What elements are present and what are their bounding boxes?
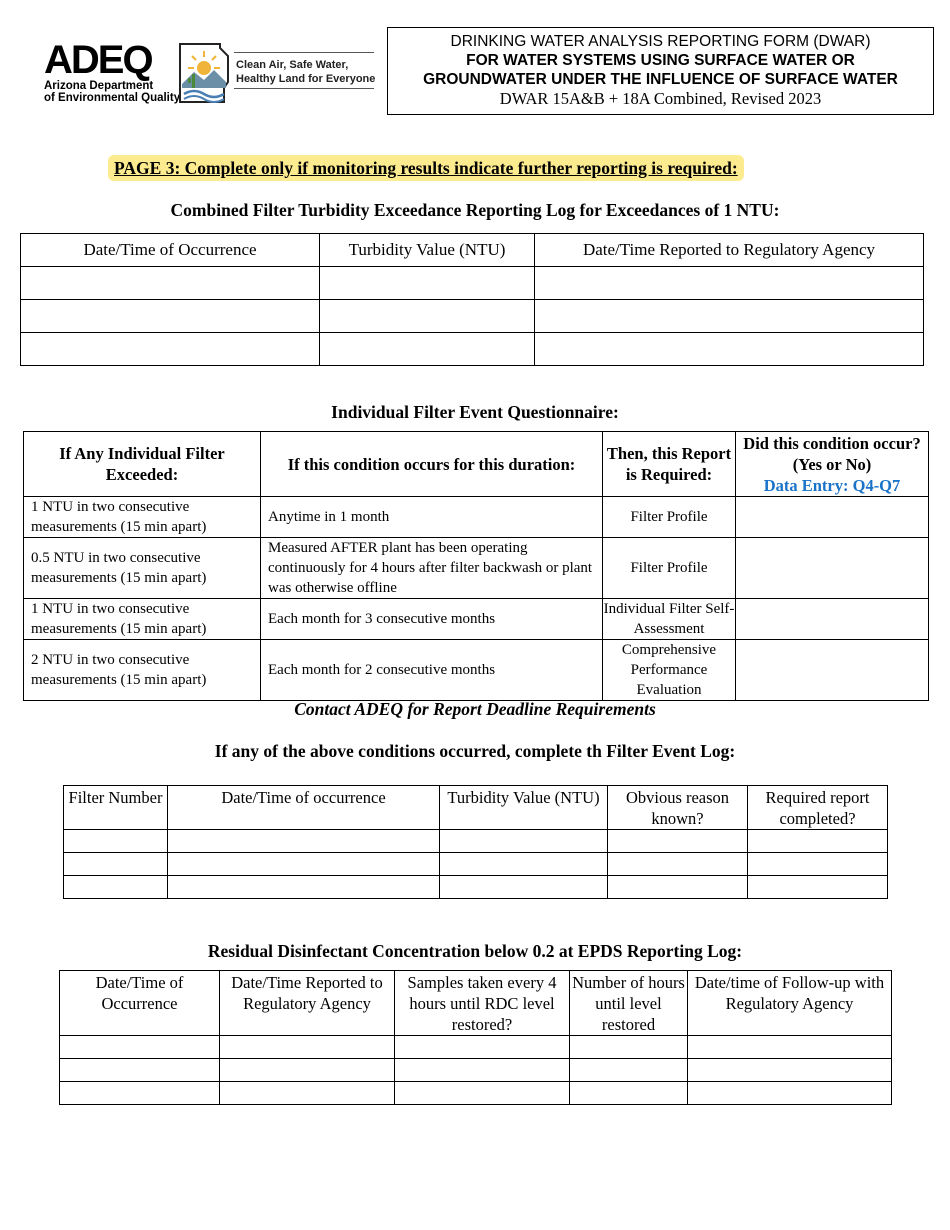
entry-cell[interactable]	[570, 1036, 688, 1059]
entry-cell[interactable]	[748, 853, 888, 876]
header-turbidity-value: Turbidity Value (NTU)	[440, 786, 608, 830]
yes-no-entry[interactable]	[736, 497, 929, 538]
header-date-time-occurrence: Date/Time of Occurrence	[21, 234, 320, 267]
entry-cell[interactable]	[608, 830, 748, 853]
table-row	[21, 333, 924, 366]
yes-no-entry[interactable]	[736, 640, 929, 701]
duration-cell: Each month for 3 consecutive months	[261, 599, 603, 640]
table-row	[24, 640, 929, 701]
data-entry-note: Data Entry: Q4-Q7	[763, 475, 901, 495]
entry-cell[interactable]	[320, 300, 535, 333]
entry-cell[interactable]	[688, 1082, 892, 1105]
entry-cell[interactable]	[168, 830, 440, 853]
entry-cell[interactable]	[21, 333, 320, 366]
entry-cell[interactable]	[748, 830, 888, 853]
questionnaire-title: Individual Filter Event Questionnaire:	[331, 402, 619, 422]
filter-event-log	[63, 785, 888, 899]
table-row	[60, 1059, 892, 1082]
logo-agency-name	[44, 80, 180, 104]
entry-cell[interactable]	[220, 1082, 395, 1105]
header-obvious-reason: Obvious reason known?	[608, 786, 748, 830]
entry-cell[interactable]	[535, 267, 924, 300]
entry-cell[interactable]	[440, 853, 608, 876]
table-row	[64, 853, 888, 876]
duration-cell: Each month for 2 consecutive months	[261, 640, 603, 701]
entry-cell[interactable]	[748, 876, 888, 899]
header-date-time-occurrence: Date/Time of Occurrence	[60, 971, 220, 1036]
deadline-note: Contact ADEQ for Report Deadline Requirements	[294, 699, 656, 719]
table-row	[24, 599, 929, 640]
header-individual-filter-exceeded: If Any Individual Filter Exceeded:	[24, 432, 261, 497]
page-instruction-text: PAGE 3: Complete only if monitoring results indicate further reporting is required:	[114, 158, 738, 178]
entry-cell[interactable]	[395, 1036, 570, 1059]
entry-cell[interactable]	[608, 876, 748, 899]
residual-disinfectant-log	[59, 970, 892, 1105]
header-condition-duration: If this condition occurs for this duration:	[261, 432, 603, 497]
exceeded-cell: 1 NTU in two consecutive measurements (15 min apart)	[24, 497, 261, 538]
entry-cell[interactable]	[440, 876, 608, 899]
entry-cell[interactable]	[688, 1036, 892, 1059]
header-date-time-reported: Date/Time Reported to Regulatory Agency	[535, 234, 924, 267]
adeq-logo	[44, 40, 384, 106]
report-cell: Filter Profile	[603, 497, 736, 538]
tagline	[236, 58, 375, 86]
form-title-box	[387, 27, 934, 115]
logo-agency-line2: of Environmental Quality	[44, 92, 181, 104]
table-row	[60, 1082, 892, 1105]
entry-cell[interactable]	[60, 1082, 220, 1105]
table-row	[64, 876, 888, 899]
header-date-time-reported: Date/Time Reported to Regulatory Agency	[220, 971, 395, 1036]
entry-cell[interactable]	[395, 1059, 570, 1082]
tagline-line1: Clean Air, Safe Water,	[236, 59, 349, 71]
entry-cell[interactable]	[60, 1059, 220, 1082]
form-title-line1: DRINKING WATER ANALYSIS REPORTING FORM (DWAR)	[450, 33, 871, 50]
table-row	[24, 497, 929, 538]
entry-cell[interactable]	[535, 333, 924, 366]
header-report-completed: Required report completed?	[748, 786, 888, 830]
filter-event-log-title: If any of the above conditions occurred, complete th Filter Event Log:	[214, 741, 736, 761]
entry-cell[interactable]	[168, 876, 440, 899]
header-filter-number: Filter Number	[64, 786, 168, 830]
report-cell: Comprehensive Performance Evaluation	[603, 640, 736, 701]
header-follow-up: Date/time of Follow-up with Regulatory Agency	[688, 971, 892, 1036]
table-row	[24, 538, 929, 599]
header-condition-occurred	[736, 432, 929, 497]
logo-wordmark: ADEQ	[44, 38, 152, 82]
arizona-landscape-icon	[178, 42, 230, 104]
entry-cell[interactable]	[64, 853, 168, 876]
entry-cell[interactable]	[60, 1036, 220, 1059]
exceeded-cell: 1 NTU in two consecutive measurements (15 min apart)	[24, 599, 261, 640]
entry-cell[interactable]	[168, 853, 440, 876]
tagline-rule-top	[234, 52, 374, 53]
page-instruction	[108, 155, 744, 181]
header-condition-occurred-label: Did this condition occur? (Yes or No)	[743, 433, 921, 474]
header-date-time-occurrence: Date/Time of occurrence	[168, 786, 440, 830]
filter-event-questionnaire	[23, 431, 929, 701]
entry-cell[interactable]	[220, 1036, 395, 1059]
form-title-line3: GROUNDWATER UNDER THE INFLUENCE OF SURFACE WATER	[423, 71, 898, 88]
tagline-line2: Healthy Land for Everyone	[236, 73, 376, 85]
table-row	[21, 267, 924, 300]
duration-cell: Anytime in 1 month	[261, 497, 603, 538]
entry-cell[interactable]	[320, 267, 535, 300]
entry-cell[interactable]	[535, 300, 924, 333]
entry-cell[interactable]	[395, 1082, 570, 1105]
entry-cell[interactable]	[220, 1059, 395, 1082]
report-cell: Individual Filter Self-Assessment	[603, 599, 736, 640]
logo-agency-line1: Arizona Department	[44, 80, 154, 92]
header-samples-taken: Samples taken every 4 hours until RDC level restored?	[395, 971, 570, 1036]
form-title-line2: FOR WATER SYSTEMS USING SURFACE WATER OR	[466, 52, 855, 69]
table-row	[21, 300, 924, 333]
exceeded-cell: 0.5 NTU in two consecutive measurements (15 min apart)	[24, 538, 261, 599]
residual-log-title: Residual Disinfectant Concentration below 0.2 at EPDS Reporting Log:	[207, 941, 743, 961]
header-report-required: Then, this Report is Required:	[603, 432, 736, 497]
combined-turbidity-log	[20, 233, 924, 366]
entry-cell[interactable]	[64, 876, 168, 899]
yes-no-entry[interactable]	[736, 599, 929, 640]
entry-cell[interactable]	[21, 267, 320, 300]
entry-cell[interactable]	[440, 830, 608, 853]
entry-cell[interactable]	[608, 853, 748, 876]
yes-no-entry[interactable]	[736, 538, 929, 599]
entry-cell[interactable]	[320, 333, 535, 366]
entry-cell[interactable]	[688, 1059, 892, 1082]
entry-cell[interactable]	[64, 830, 168, 853]
tagline-rule-bottom	[234, 88, 374, 89]
table-row	[60, 1036, 892, 1059]
entry-cell[interactable]	[570, 1082, 688, 1105]
entry-cell[interactable]	[570, 1059, 688, 1082]
report-cell: Filter Profile	[603, 538, 736, 599]
duration-cell: Measured AFTER plant has been operating continuously for 4 hours after filter backwash or plant was otherwise offline	[261, 538, 603, 599]
entry-cell[interactable]	[21, 300, 320, 333]
header-turbidity-value: Turbidity Value (NTU)	[320, 234, 535, 267]
combined-log-title: Combined Filter Turbidity Exceedance Reporting Log for Exceedances of 1 NTU:	[170, 200, 780, 220]
table-row	[64, 830, 888, 853]
form-revision: DWAR 15A&B + 18A Combined, Revised 2023	[499, 89, 822, 108]
exceeded-cell: 2 NTU in two consecutive measurements (15 min apart)	[24, 640, 261, 701]
header-hours-until-restored: Number of hours until level restored	[570, 971, 688, 1036]
